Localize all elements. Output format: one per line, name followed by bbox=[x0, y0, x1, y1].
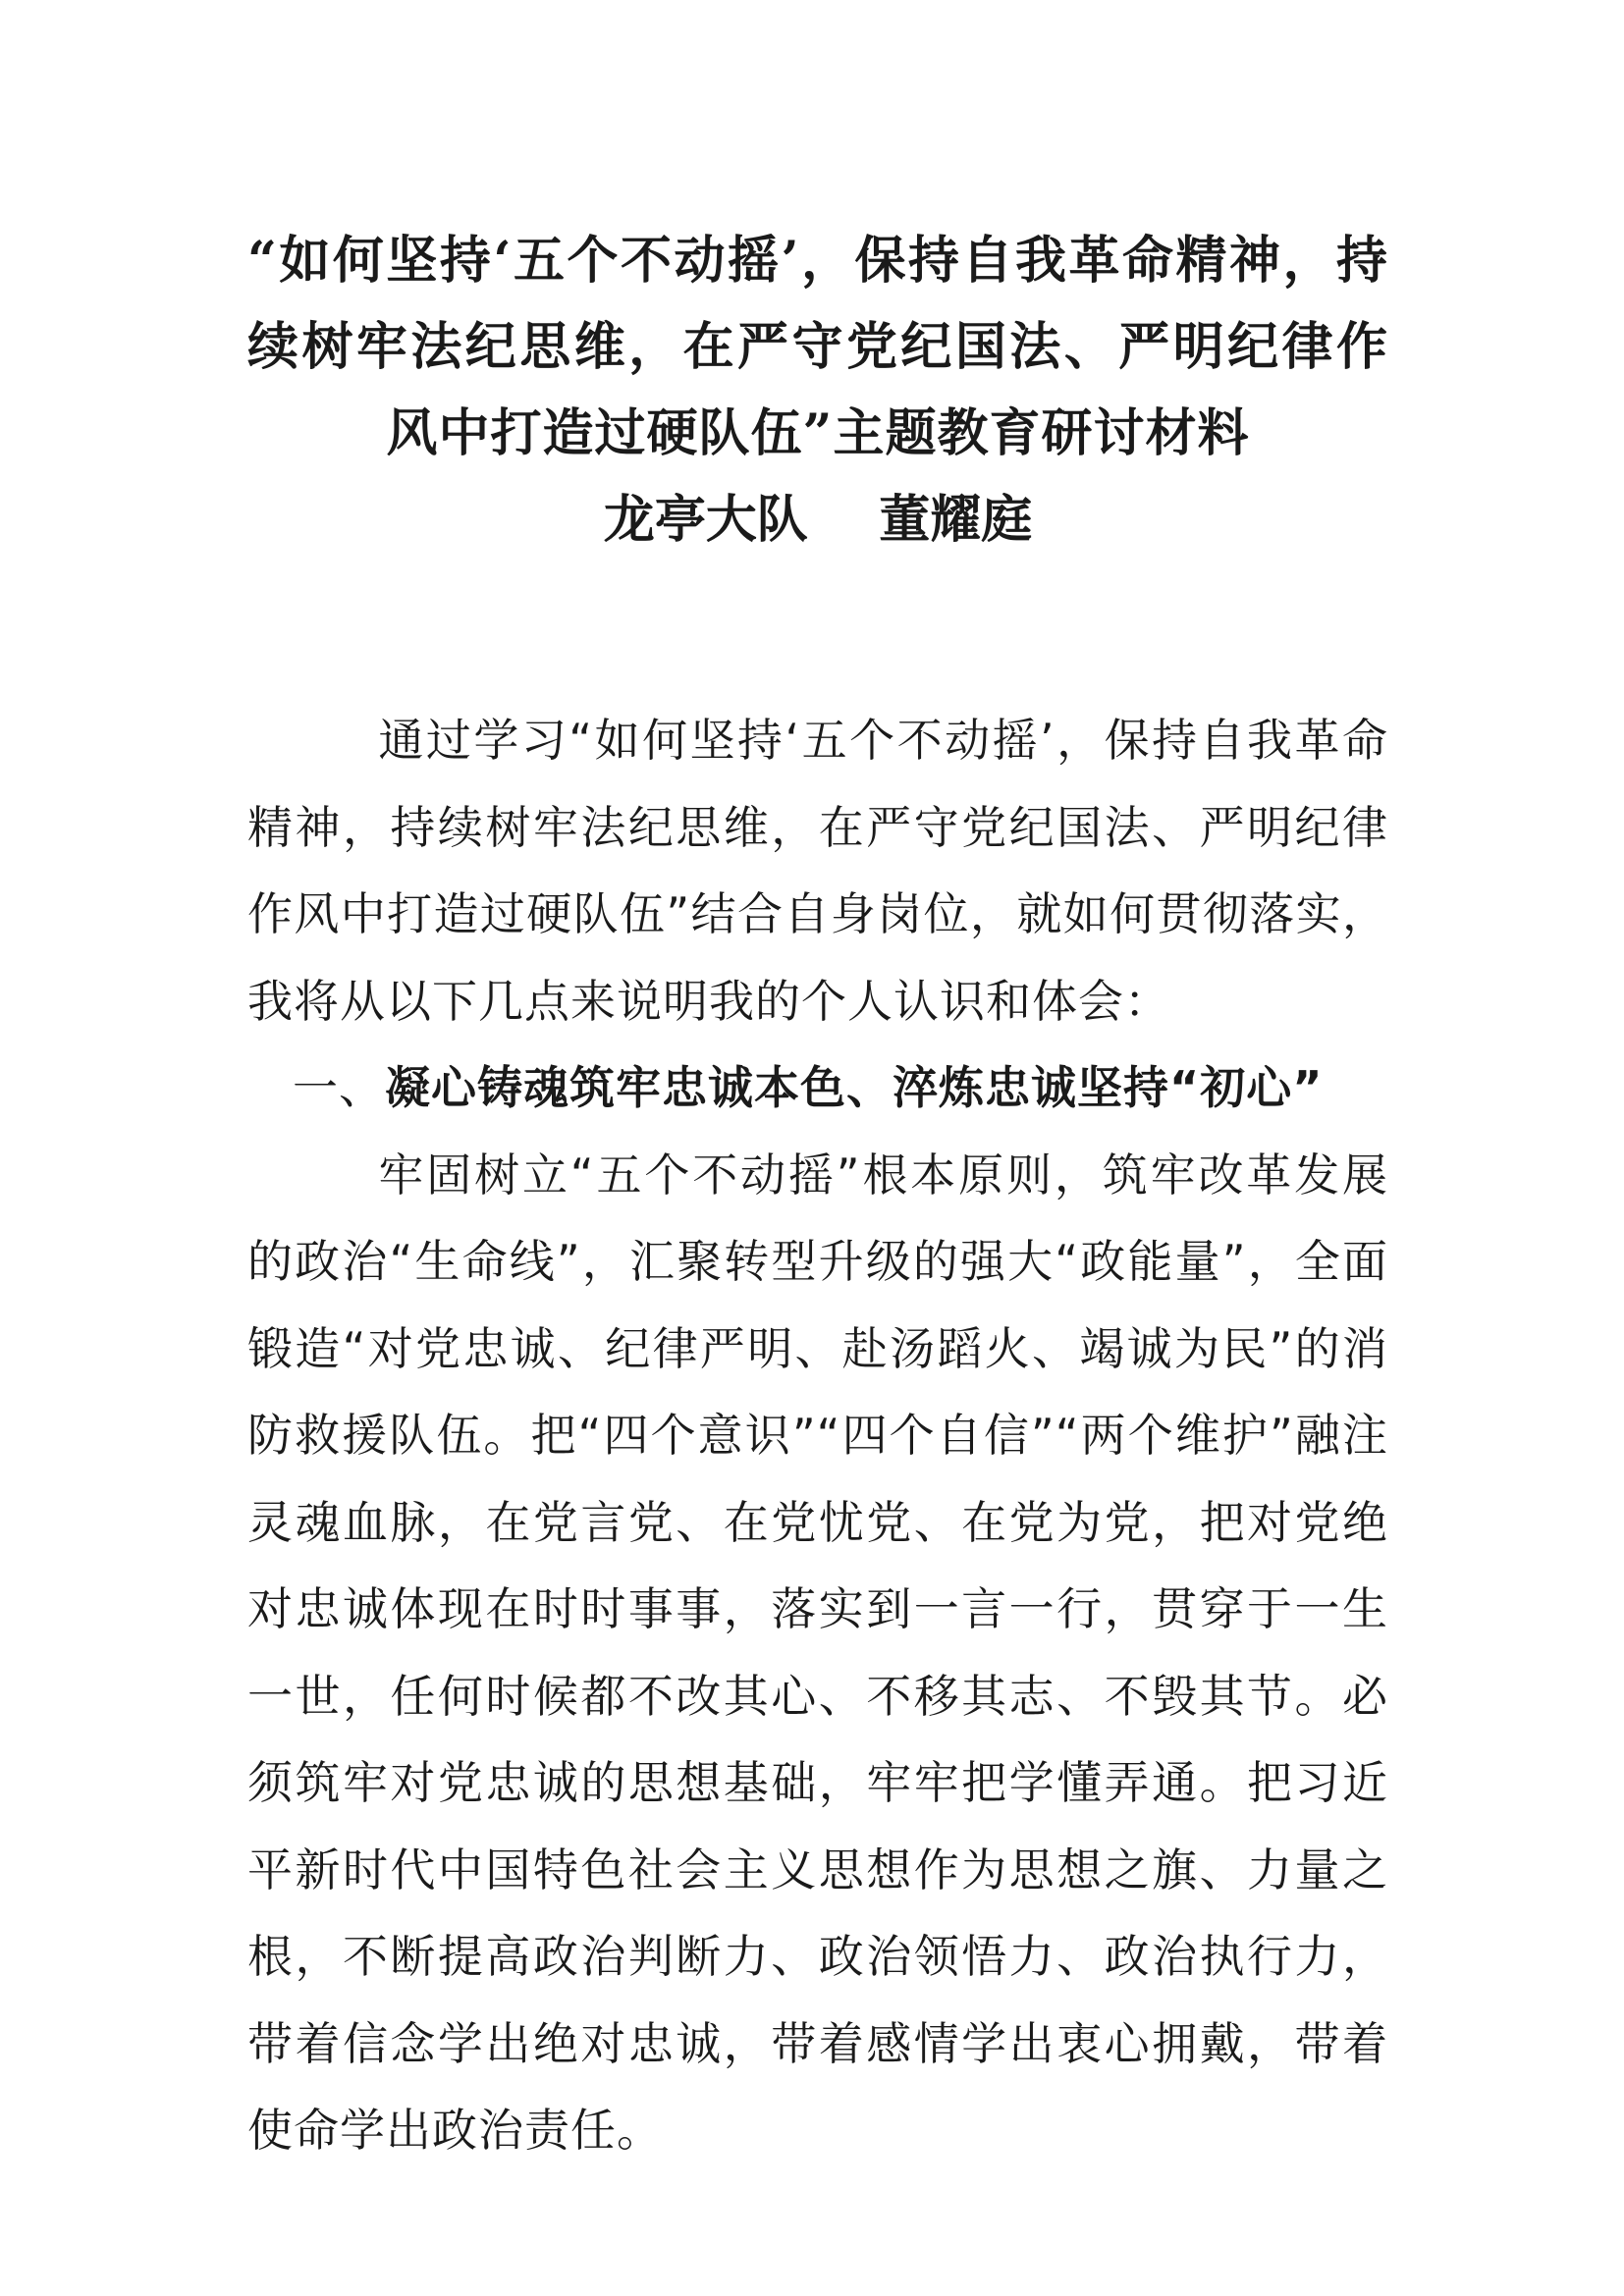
section-paragraph: 牢固树立“五个不动摇”根本原则，筑牢改革发展的政治“生命线”，汇聚转型升级的强大“政能量”，全面锻造“对党忠诚、纪律严明、赴汤蹈火、竭诚为民”的消防救援队伍。把“四个意识”“四个自信”“两个维护”融注灵魂血脉，在党言党、在党忧党、在党为党，把对党绝对忠诚体现在时时事事，落实到一言一行，贯穿于一生一世，任何时候都不改其心、不移其志、不毁其节。必须筑牢对党忠诚的思想基础，牢牢把学懂弄通。把习近平新时代中国特色社会主义思想作为思想之旗、力量之根，不断提高政治判断力、政治领悟力、政治执行力，带着信念学出绝对忠诚，带着感情学出衷心拥戴，带着使命学出政治责任。 bbox=[247, 1148, 1388, 2157]
document-body bbox=[247, 697, 1388, 2174]
author-line: 龙亭大队 董耀庭 bbox=[603, 490, 1033, 550]
section-heading-text: 凝心铸魂筑牢忠诚本色、淬炼忠诚坚持“初心” bbox=[385, 1061, 1324, 1114]
section-number: 一、 bbox=[293, 1061, 385, 1114]
document-title: “如何坚持‘五个不动摇’，保持自我革命精神，持续树牢法纪思维，在严守党纪国法、严明纪律作风中打造过硬队伍”主题教育研讨材料 bbox=[247, 231, 1388, 463]
document-content bbox=[247, 218, 1388, 2174]
section-heading bbox=[247, 1044, 1388, 1132]
intro-paragraph: 通过学习“如何坚持‘五个不动摇’，保持自我革命精神，持续树牢法纪思维，在严守党纪国法、严明纪律作风中打造过硬队伍”结合自身岗位，就如何贯彻落实，我将从以下几点来说明我的个人认识和体会： bbox=[247, 714, 1388, 1028]
